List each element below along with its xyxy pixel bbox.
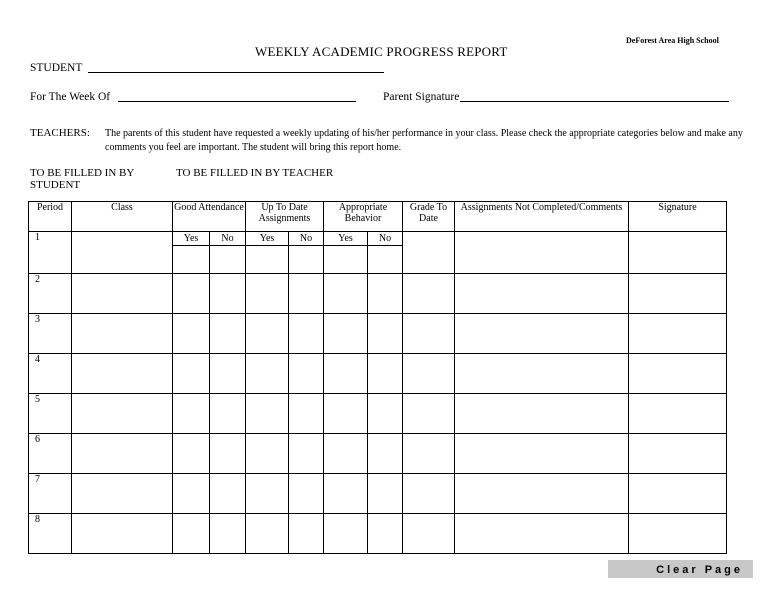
assignments-yes-cell[interactable] (246, 314, 289, 354)
no-label: No (210, 232, 245, 246)
week-of-field[interactable] (118, 91, 356, 102)
attendance-yes-cell[interactable] (173, 354, 210, 394)
assignments-yes-cell[interactable] (246, 434, 289, 474)
table-row (29, 354, 727, 394)
table-body (29, 232, 727, 554)
section-label-student: TO BE FILLED IN BY STUDENT (30, 167, 134, 191)
grade-cell[interactable] (403, 474, 455, 514)
assignments-no-cell[interactable] (289, 474, 324, 514)
class-cell[interactable] (72, 232, 173, 274)
behavior-no-cell[interactable] (368, 274, 403, 314)
assignments-no-cell[interactable] (289, 274, 324, 314)
signature-cell[interactable] (629, 274, 727, 314)
comments-cell[interactable] (455, 314, 629, 354)
table-row (29, 394, 727, 434)
attendance-no-cell[interactable] (210, 474, 246, 514)
grade-cell[interactable] (403, 274, 455, 314)
student-name-field[interactable] (88, 62, 384, 73)
assignments-yes-cell[interactable] (246, 514, 289, 554)
behavior-yes-cell[interactable] (324, 474, 368, 514)
behavior-no-cell[interactable] (368, 394, 403, 434)
table-row (29, 474, 727, 514)
section-label-teacher: TO BE FILLED IN BY TEACHER (176, 167, 334, 179)
table-row (29, 434, 727, 474)
signature-cell[interactable] (629, 354, 727, 394)
header-period: Period (29, 202, 72, 232)
clear-page-button[interactable]: Clear Page (608, 560, 753, 578)
assignments-no-cell[interactable] (289, 314, 324, 354)
yes-label: Yes (246, 232, 288, 246)
parent-signature-label: Parent Signature (383, 91, 460, 103)
no-label: No (368, 232, 402, 246)
table-row (29, 232, 727, 274)
period-number: 7 (29, 474, 72, 514)
attendance-no-cell[interactable] (210, 434, 246, 474)
assignments-yes-cell[interactable] (246, 274, 289, 314)
period-number: 2 (29, 274, 72, 314)
behavior-no-cell[interactable] (368, 434, 403, 474)
attendance-no-cell[interactable] (210, 232, 246, 274)
signature-cell[interactable] (629, 394, 727, 434)
behavior-yes-cell[interactable] (324, 394, 368, 434)
period-number: 8 (29, 514, 72, 554)
behavior-no-cell[interactable] (368, 514, 403, 554)
yes-label: Yes (173, 232, 209, 246)
attendance-yes-cell[interactable] (173, 274, 210, 314)
attendance-no-cell[interactable] (210, 394, 246, 434)
class-cell[interactable] (72, 514, 173, 554)
student-label: STUDENT (30, 62, 83, 74)
assignments-yes-cell[interactable] (246, 394, 289, 434)
behavior-no-cell[interactable] (368, 474, 403, 514)
signature-cell[interactable] (629, 474, 727, 514)
class-cell[interactable] (72, 354, 173, 394)
school-name: DeForest Area High School (626, 36, 719, 45)
behavior-yes-cell[interactable] (324, 434, 368, 474)
assignments-yes-cell[interactable] (246, 354, 289, 394)
no-label: No (289, 232, 323, 246)
behavior-no-cell[interactable] (368, 354, 403, 394)
progress-table (28, 201, 727, 554)
teachers-label: TEACHERS: (30, 127, 90, 139)
week-of-label: For The Week Of (30, 91, 111, 103)
assignments-yes-cell[interactable] (246, 474, 289, 514)
attendance-no-cell[interactable] (210, 274, 246, 314)
attendance-no-cell[interactable] (210, 314, 246, 354)
class-cell[interactable] (72, 474, 173, 514)
class-cell[interactable] (72, 434, 173, 474)
table-row (29, 514, 727, 554)
behavior-yes-cell[interactable] (324, 514, 368, 554)
header-behavior: Appropriate Behavior (324, 202, 403, 232)
attendance-yes-cell[interactable] (173, 514, 210, 554)
assignments-no-cell[interactable] (289, 394, 324, 434)
header-signature: Signature (629, 202, 727, 232)
header-comments: Assignments Not Completed/Comments (455, 202, 629, 232)
period-number: 5 (29, 394, 72, 434)
assignments-yes-cell[interactable] (246, 232, 289, 274)
signature-cell[interactable] (629, 232, 727, 274)
behavior-yes-cell[interactable] (324, 274, 368, 314)
comments-cell[interactable] (455, 434, 629, 474)
grade-cell[interactable] (403, 232, 455, 274)
attendance-yes-cell[interactable] (173, 232, 210, 274)
assignments-no-cell[interactable] (289, 514, 324, 554)
class-cell[interactable] (72, 274, 173, 314)
parent-signature-field[interactable] (460, 91, 729, 102)
comments-cell[interactable] (455, 474, 629, 514)
class-cell[interactable] (72, 314, 173, 354)
assignments-no-cell[interactable] (289, 434, 324, 474)
table-row (29, 314, 727, 354)
grade-cell[interactable] (403, 394, 455, 434)
behavior-no-cell[interactable] (368, 232, 403, 274)
comments-cell[interactable] (455, 274, 629, 314)
grade-cell[interactable] (403, 434, 455, 474)
comments-cell[interactable] (455, 514, 629, 554)
comments-cell[interactable] (455, 232, 629, 274)
comments-cell[interactable] (455, 354, 629, 394)
attendance-no-cell[interactable] (210, 514, 246, 554)
signature-cell[interactable] (629, 314, 727, 354)
period-number: 3 (29, 314, 72, 354)
behavior-yes-cell[interactable] (324, 232, 368, 274)
attendance-yes-cell[interactable] (173, 474, 210, 514)
yes-label: Yes (324, 232, 367, 246)
period-number: 4 (29, 354, 72, 394)
teachers-instructions: The parents of this student have requested a weekly updating of his/her performance in your class. Please check the appropriate categories below and make any comments you feel are important. The student will bring this report home. (105, 128, 743, 153)
grade-cell[interactable] (403, 354, 455, 394)
signature-cell[interactable] (629, 434, 727, 474)
attendance-yes-cell[interactable] (173, 434, 210, 474)
attendance-yes-cell[interactable] (173, 394, 210, 434)
class-cell[interactable] (72, 394, 173, 434)
behavior-yes-cell[interactable] (324, 314, 368, 354)
period-number: 1 (29, 232, 72, 274)
header-class: Class (72, 202, 173, 232)
signature-cell[interactable] (629, 514, 727, 554)
attendance-yes-cell[interactable] (173, 314, 210, 354)
table-row (29, 274, 727, 314)
assignments-no-cell[interactable] (289, 354, 324, 394)
behavior-no-cell[interactable] (368, 314, 403, 354)
grade-cell[interactable] (403, 514, 455, 554)
header-assignments: Up To Date Assignments (246, 202, 324, 232)
assignments-no-cell[interactable] (289, 232, 324, 274)
header-attendance: Good Attendance (173, 202, 246, 232)
comments-cell[interactable] (455, 394, 629, 434)
grade-cell[interactable] (403, 314, 455, 354)
attendance-no-cell[interactable] (210, 354, 246, 394)
page-title: WEEKLY ACADEMIC PROGRESS REPORT (255, 44, 508, 59)
header-grade: Grade To Date (403, 202, 455, 232)
behavior-yes-cell[interactable] (324, 354, 368, 394)
period-number: 6 (29, 434, 72, 474)
